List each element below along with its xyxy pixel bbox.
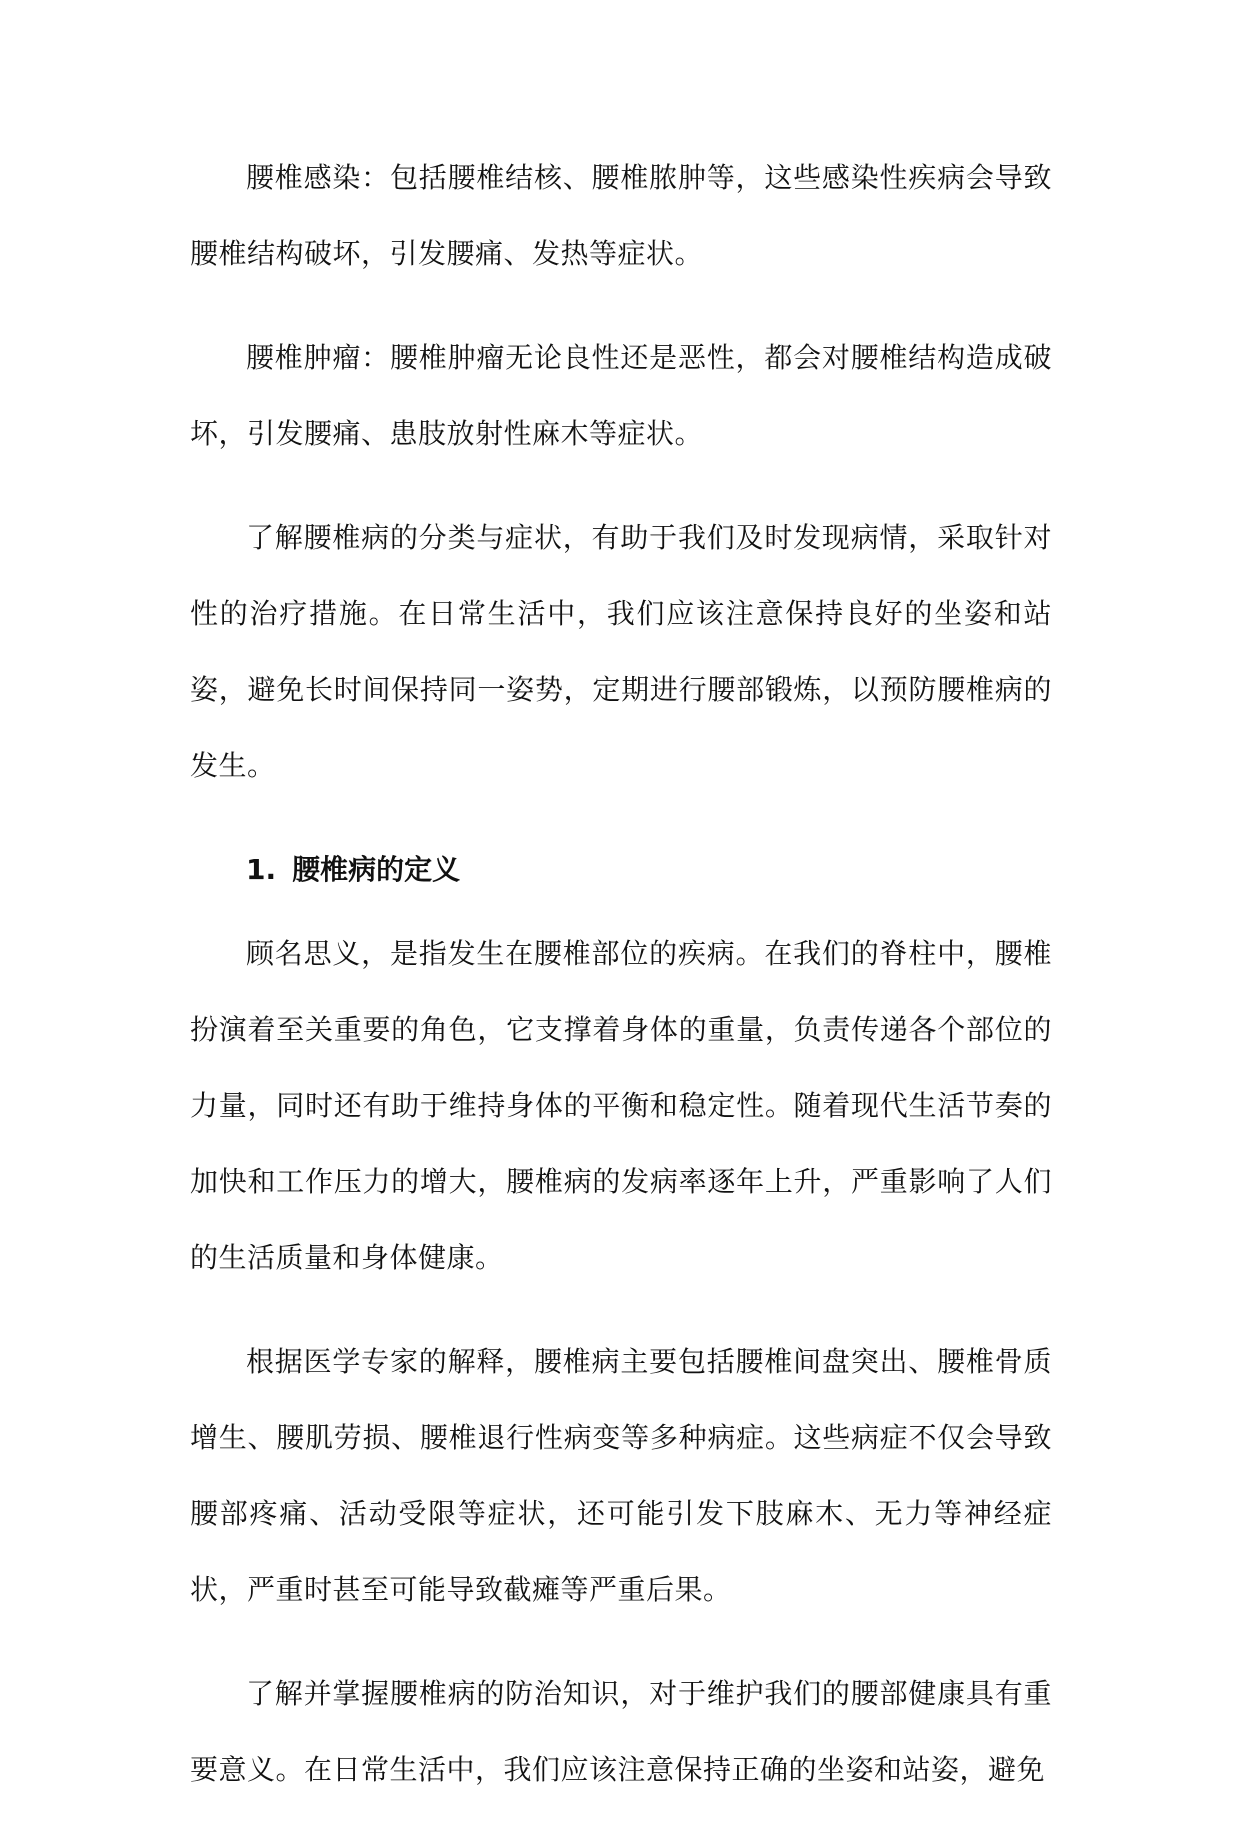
section-heading	[190, 832, 1052, 908]
document-body	[190, 140, 1052, 1836]
paragraph-lumbar-tumor: 腰椎肿瘤：腰椎肿瘤无论良性还是恶性，都会对腰椎结构造成破坏，引发腰痛、患肢放射性麻木等症状。	[190, 341, 1052, 450]
section-title: 腰椎病的定义	[292, 853, 461, 886]
section-number: 1.	[246, 853, 277, 886]
paragraph-lumbar-infection: 腰椎感染：包括腰椎结核、腰椎脓肿等，这些感染性疾病会导致腰椎结构破坏，引发腰痛、发热等症状。	[190, 161, 1052, 270]
paragraph-prevention: 了解并掌握腰椎病的防治知识，对于维护我们的腰部健康具有重要意义。在日常生活中，我们应该注意保持正确的坐姿和站姿，避免	[190, 1677, 1052, 1786]
paragraph-expert-explanation: 根据医学专家的解释，腰椎病主要包括腰椎间盘突出、腰椎骨质增生、腰肌劳损、腰椎退行性病变等多种病症。这些病症不仅会导致腰部疼痛、活动受限等症状，还可能引发下肢麻木、无力等神经症状，严重时甚至可能导致截瘫等严重后果。	[190, 1345, 1052, 1606]
paragraph-classification-summary: 了解腰椎病的分类与症状，有助于我们及时发现病情，采取针对性的治疗措施。在日常生活中，我们应该注意保持良好的坐姿和站姿，避免长时间保持同一姿势，定期进行腰部锻炼，以预防腰椎病的发生。	[190, 521, 1052, 782]
paragraph-definition: 顾名思义，是指发生在腰椎部位的疾病。在我们的脊柱中，腰椎扮演着至关重要的角色，它支撑着身体的重量，负责传递各个部位的力量，同时还有助于维持身体的平衡和稳定性。随着现代生活节奏的加快和工作压力的增大，腰椎病的发病率逐年上升，严重影响了人们的生活质量和身体健康。	[190, 937, 1052, 1274]
